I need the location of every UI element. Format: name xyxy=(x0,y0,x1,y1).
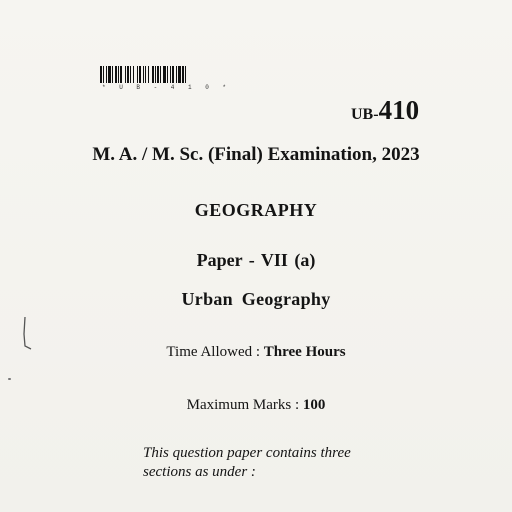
barcode-text: * U B - 4 1 0 * xyxy=(102,84,232,91)
time-allowed-value: Three Hours xyxy=(263,344,346,360)
subject-heading: GEOGRAPHY xyxy=(194,200,318,220)
time-allowed xyxy=(0,344,512,361)
margin-pencil-mark xyxy=(20,316,34,350)
maximum-marks xyxy=(0,397,512,414)
time-allowed-label: Time Allowed : xyxy=(166,344,261,360)
scan-speck xyxy=(8,378,11,380)
paper-code xyxy=(351,95,419,126)
course-title: Urban Geography xyxy=(181,289,331,309)
instructions-line-2: sections as under : xyxy=(143,464,256,480)
barcode-icon xyxy=(100,66,218,83)
exam-title: M. A. / M. Sc. (Final) Examination, 2023 xyxy=(92,144,420,165)
instructions-note xyxy=(143,444,403,482)
paper-code-prefix: UB- xyxy=(351,106,379,123)
maximum-marks-value: 100 xyxy=(302,397,326,413)
paper-number: Paper - VII (a) xyxy=(196,250,316,270)
paper-code-number: 410 xyxy=(378,95,420,125)
maximum-marks-label: Maximum Marks : xyxy=(186,397,300,413)
instructions-line-1: This question paper contains three xyxy=(143,445,351,461)
